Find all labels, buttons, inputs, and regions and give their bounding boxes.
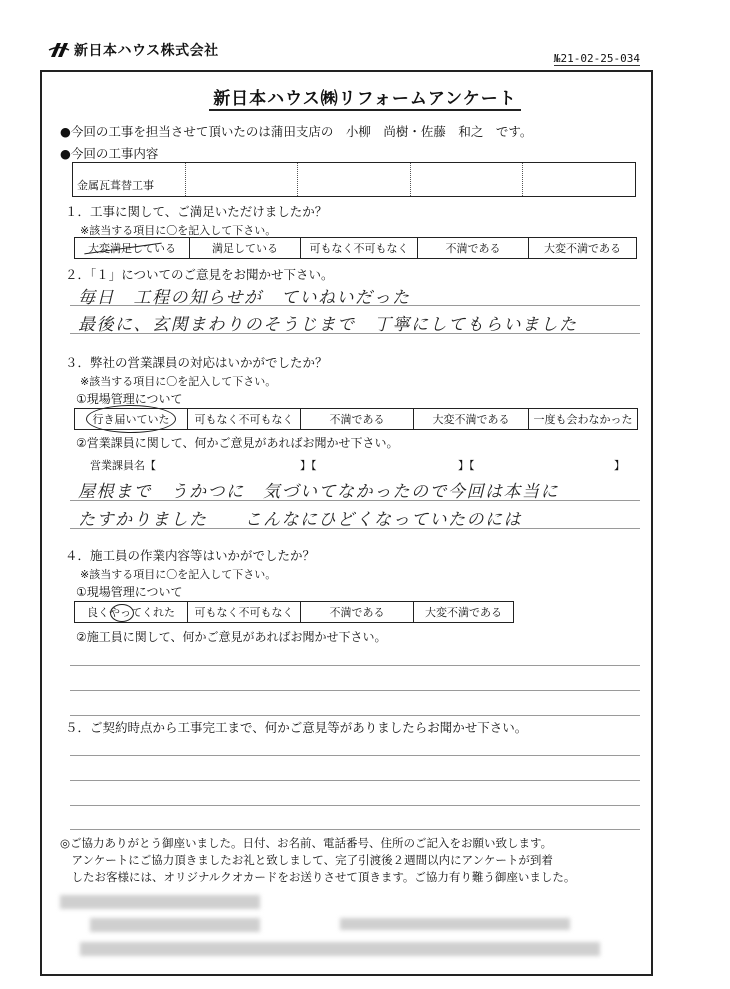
document-number: №21-02-25-034 bbox=[553, 52, 640, 65]
q2-question: ２．「１」についてのご意見をお聞かせ下さい。 bbox=[65, 267, 334, 282]
q1-question: １．工事に関して、ご満足いただけましたか？ bbox=[65, 204, 328, 219]
work-cell bbox=[298, 163, 411, 196]
answer-rule bbox=[70, 780, 640, 781]
q3-sub2: ②営業課員に関して、何かご意見があればお聞かせ下さい。 bbox=[76, 436, 399, 450]
redacted-address bbox=[80, 942, 600, 956]
answer-rule bbox=[70, 755, 640, 756]
company-logo-icon bbox=[48, 41, 70, 59]
footer-line: ◎ご協力ありがとう御座いました。日付、お名前、電話番号、住所のご記入をお願い致します。 bbox=[60, 836, 553, 850]
q2-answer-line: 最後に、玄関まわりのそうじまで 丁寧にしてもらいました bbox=[78, 315, 578, 335]
q3-option[interactable]: 行き届いていた bbox=[75, 409, 188, 429]
q4-question: ４．施工員の作業内容等はいかがでしたか？ bbox=[65, 548, 316, 563]
answer-rule bbox=[70, 333, 640, 334]
q4-sub1: ①現場管理について bbox=[76, 585, 183, 599]
answer-rule bbox=[70, 829, 640, 830]
redacted-name bbox=[90, 918, 260, 932]
q1-option[interactable]: 大変満足している bbox=[75, 238, 190, 258]
q3-note: ※該当する項目に〇を記入して下さい。 bbox=[80, 375, 277, 388]
sales-staff-bracket: 】【 bbox=[300, 459, 317, 472]
redacted-phone bbox=[340, 918, 570, 930]
redacted-date bbox=[60, 895, 260, 909]
q4-options bbox=[74, 601, 514, 623]
q3-selection-circle bbox=[86, 405, 176, 433]
work-content-box bbox=[72, 162, 636, 197]
q3-option[interactable]: 大変不満である bbox=[414, 409, 529, 429]
company-logo bbox=[48, 40, 219, 60]
company-name: 新日本ハウス株式会社 bbox=[74, 43, 219, 59]
q4-selection-circle bbox=[110, 604, 134, 622]
q4-note: ※該当する項目に〇を記入して下さい。 bbox=[80, 568, 277, 581]
q1-option[interactable]: 大変不満である bbox=[544, 242, 621, 255]
q3-sub1: ①現場管理について bbox=[76, 392, 183, 406]
answer-rule bbox=[70, 305, 640, 306]
work-item: 金属瓦葺替工事 bbox=[77, 179, 154, 192]
q4-option[interactable]: 不満である bbox=[301, 602, 414, 622]
q3-option[interactable]: 不満である bbox=[301, 409, 414, 429]
q5-question: ５．ご契約時点から工事完工まで、何かご意見等がありましたらお聞かせ下さい。 bbox=[65, 720, 528, 735]
staff-line: ●今回の工事を担当させて頂いたのは蒲田支店の 小柳 尚樹・佐藤 和之 です。 bbox=[60, 124, 533, 139]
answer-rule bbox=[70, 528, 640, 529]
q4-option[interactable]: 可もなく不可もなく bbox=[188, 602, 301, 622]
q3-answer-line: たすかりました こんなにひどくなっていたのには bbox=[78, 510, 522, 530]
work-cell bbox=[73, 163, 186, 196]
q3-option[interactable]: 可もなく不可もなく bbox=[188, 409, 301, 429]
q4-option[interactable]: 大変不満である bbox=[425, 606, 502, 619]
answer-rule bbox=[70, 500, 640, 501]
sales-staff-bracket-end: 】 bbox=[614, 459, 625, 472]
form-title bbox=[0, 84, 730, 109]
answer-rule bbox=[70, 805, 640, 806]
q1-option[interactable]: 可もなく不可もなく bbox=[301, 238, 418, 258]
q1-option[interactable]: 満足している bbox=[190, 238, 301, 258]
q4-option[interactable]: 良くやってくれた bbox=[75, 602, 188, 622]
q3-question: ３．弊社の営業課員の対応はいかがでしたか？ bbox=[65, 355, 328, 370]
q1-note: ※該当する項目に〇を記入して下さい。 bbox=[80, 224, 277, 237]
sales-staff-label: 営業課員名【 bbox=[90, 459, 156, 472]
answer-rule bbox=[70, 715, 640, 716]
q1-options bbox=[74, 237, 637, 259]
work-cell bbox=[411, 163, 524, 196]
q3-option[interactable]: 一度も会わなかった bbox=[533, 413, 633, 426]
work-cell bbox=[186, 163, 299, 196]
work-heading: ●今回の工事内容 bbox=[60, 146, 159, 161]
q1-option[interactable]: 不満である bbox=[418, 238, 529, 258]
work-cell bbox=[523, 163, 635, 196]
q4-sub2: ②施工員に関して、何かご意見があればお聞かせ下さい。 bbox=[76, 630, 387, 644]
sales-staff-bracket: 】【 bbox=[458, 459, 475, 472]
footer-line: したお客様には、オリジナルクオカードをお送りさせて頂きます。ご協力有り難う御座いました。 bbox=[60, 870, 576, 884]
footer-line: アンケートにご協力頂きましたお礼と致しまして、完了引渡後２週間以内にアンケートが到着 bbox=[60, 853, 553, 867]
answer-rule bbox=[70, 665, 640, 666]
q3-answer-line: 屋根まで うかつに 気づいてなかったので今回は本当に bbox=[78, 482, 559, 502]
form-title-text: 新日本ハウス㈱リフォームアンケート bbox=[209, 89, 521, 111]
answer-rule bbox=[70, 690, 640, 691]
q2-answer-line: 毎日 工程の知らせが ていねいだった bbox=[78, 288, 411, 308]
